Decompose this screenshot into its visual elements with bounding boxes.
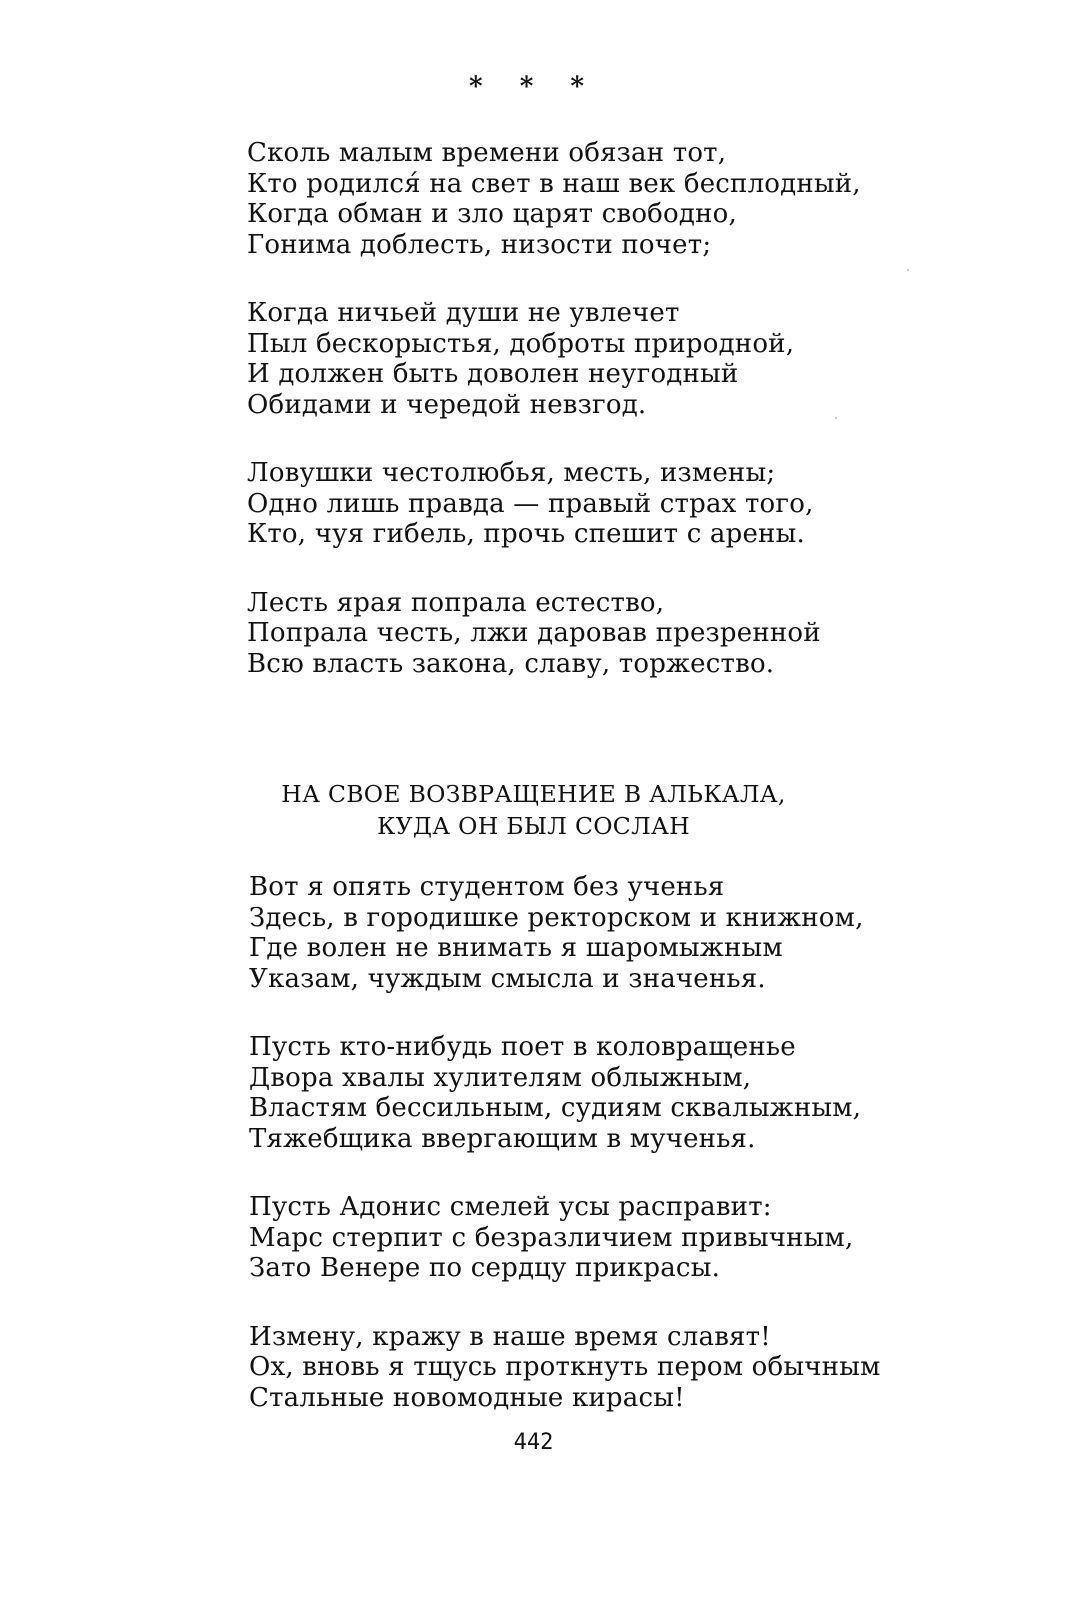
stanza bbox=[249, 1032, 969, 1154]
verse-line: Кто, чуя гибель, прочь спешит с арены. bbox=[247, 519, 805, 549]
verse-line: Всю власть закона, славу, торжество. bbox=[247, 648, 775, 679]
verse-line: Лесть ярая попрала естество, bbox=[247, 587, 665, 618]
verse-line: Указам, чуждым смысла и значенья. bbox=[249, 963, 766, 994]
verse-line: Тяжебщика ввергающим в мученья. bbox=[249, 1123, 756, 1154]
verse-line: Пусть Адонис смелей усы расправит: bbox=[249, 1192, 772, 1222]
verse-line: Гонима доблесть, низости почет; bbox=[247, 229, 712, 260]
verse-line: Ох, вновь я тщусь проткнуть пером обычным bbox=[249, 1352, 881, 1382]
verse-line: Попрала честь, лжи даровав презренной bbox=[247, 618, 821, 648]
poem-2 bbox=[249, 872, 969, 1451]
verse-line: Где волен не внимать я шаромыжным bbox=[249, 933, 783, 963]
section-asterism: * * * bbox=[469, 72, 598, 102]
verse-line: Пыл бескорыстья, доброты природной, bbox=[247, 328, 795, 359]
verse-line: Двора хвалы хулителям облыжным, bbox=[249, 1062, 752, 1093]
verse-line: Зато Венере по сердцу прикрасы. bbox=[249, 1253, 721, 1283]
verse-line: Кто родился́ на свет в наш век бесплодный, bbox=[247, 168, 861, 199]
verse-line: Измену, кражу в наше время славят! bbox=[249, 1321, 771, 1352]
verse-line: Властям бессильным, судиям сквалыжным, bbox=[249, 1093, 862, 1123]
page-number: 442 bbox=[513, 1430, 554, 1455]
stanza bbox=[249, 1192, 969, 1284]
verse-line: Ловушки честолюбья, месть, измены; bbox=[247, 458, 776, 488]
verse-line: Марс стерпит с безразличием привычным, bbox=[249, 1222, 854, 1253]
verse-line: И должен быть доволен неугодный bbox=[247, 359, 739, 389]
verse-line: Здесь, в городишке ректорском и книжном, bbox=[249, 902, 864, 933]
verse-line: Когда обман и зло царят свободно, bbox=[247, 199, 737, 229]
stanza bbox=[247, 458, 967, 550]
verse-line: Сколь малым времени обязан тот, bbox=[247, 138, 727, 168]
poem-1 bbox=[247, 138, 967, 717]
stanza bbox=[247, 298, 967, 420]
stanza bbox=[247, 588, 967, 680]
stanza bbox=[249, 872, 969, 994]
stanza bbox=[247, 138, 967, 260]
verse-line: Пусть кто-нибудь поет в коловращенье bbox=[249, 1032, 796, 1062]
poem-title-line: КУДА ОН БЫЛ СОСЛАН bbox=[377, 812, 690, 840]
poem-title bbox=[0, 778, 1067, 842]
verse-line: Стальные новомодные кирасы! bbox=[249, 1382, 685, 1413]
stanza bbox=[249, 1322, 969, 1414]
verse-line: Обидами и чередой невзгод. bbox=[247, 389, 647, 420]
verse-line: Одно лишь правда — правый страх того, bbox=[247, 488, 814, 519]
poem-title-line: НА СВОЕ ВОЗВРАЩЕНИЕ В АЛЬКАЛА, bbox=[281, 780, 786, 808]
verse-line: Когда ничьей души не увлечет bbox=[247, 298, 680, 328]
verse-line: Вот я опять студентом без ученья bbox=[249, 872, 725, 902]
